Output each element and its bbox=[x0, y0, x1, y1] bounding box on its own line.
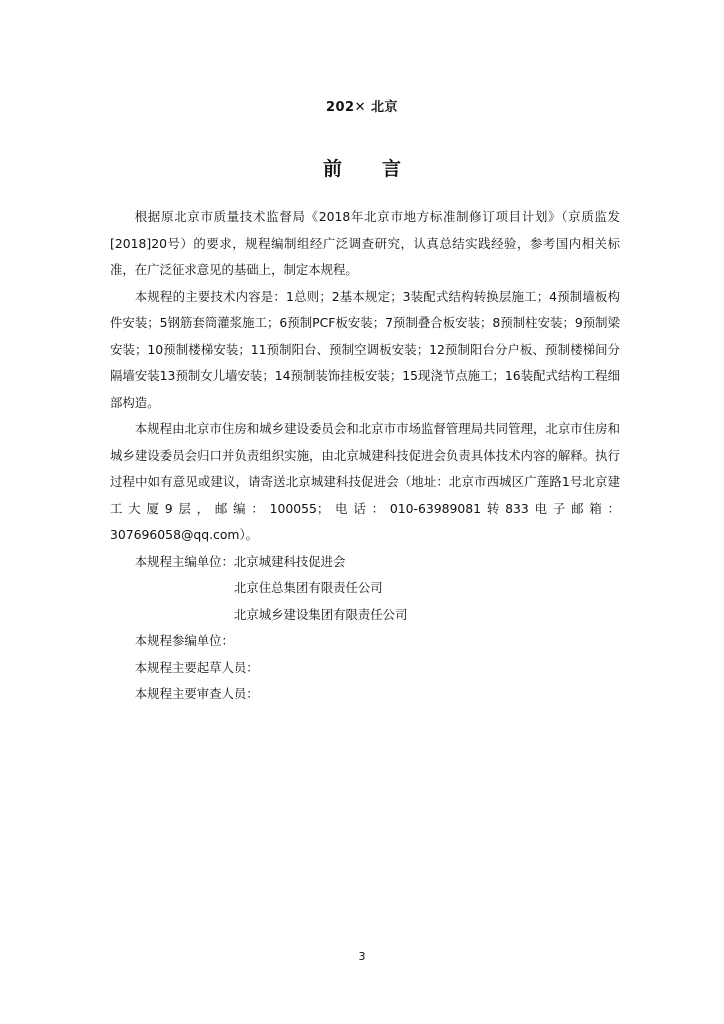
preface-body bbox=[110, 204, 620, 708]
title-char-1: 前 bbox=[322, 158, 342, 180]
page-number: 3 bbox=[358, 950, 366, 963]
paragraph-technical-content: 本规程的主要技术内容是：1总则；2基本规定；3装配式结构转换层施工；4预制墙板构件安装；5钢筋套筒灌浆施工；6预制PCF板安装；7预制叠合板安装；8预制柱安装；9预制梁安装；10预制楼梯安装；11预制阳台、预制空调板安装；12预制阳台分户板、预制楼梯间分隔墙安装13预制女儿墙安装；14预制装饰挂板安装；15现浇节点施工；16装配式结构工程细部构造。 bbox=[110, 288, 620, 410]
reviewers-label: 本规程主要审查人员： bbox=[134, 686, 259, 701]
chief-editor-unit: 北京住总集团有限责任公司 bbox=[234, 580, 383, 595]
drafters-label: 本规程主要起草人员： bbox=[134, 659, 259, 675]
chief-editor-unit: 北京城乡建设集团有限责任公司 bbox=[234, 606, 408, 622]
chief-editor-line bbox=[110, 549, 620, 576]
year-location-line: 202✕ 北京 bbox=[325, 100, 399, 115]
title-char-2: 言 bbox=[382, 158, 402, 180]
paragraph-management: 本规程由北京市住房和城乡建设委员会和北京市市场监督管理局共同管理，北京市住房和城乡建设委员会归口并负责组织实施，由北京城建科技促进会负责具体技术内容的解释。执行过程中如有意见或建议，请寄送北京城建科技促进会（地址：北京市西城区广莲路1号北京建工大厦9层，邮编：100055；电话：010-63989081转833电子邮箱：307696058@qq.com）。 bbox=[110, 421, 620, 542]
chief-editor-label: 本规程主编单位： bbox=[134, 553, 234, 569]
participating-units-label: 本规程参编单位： bbox=[134, 633, 234, 648]
preface-title bbox=[0, 154, 724, 181]
paragraph-background: 根据原北京市质量技术监督局《2018年北京市地方标准制修订项目计划》（京质监发[2018]20号）的要求，规程编制组经广泛调查研究，认真总结实践经验，参考国内相关标准，在广泛征求意见的基础上，制定本规程。 bbox=[110, 209, 620, 277]
chief-editor-unit: 北京城建科技促进会 bbox=[233, 553, 346, 569]
